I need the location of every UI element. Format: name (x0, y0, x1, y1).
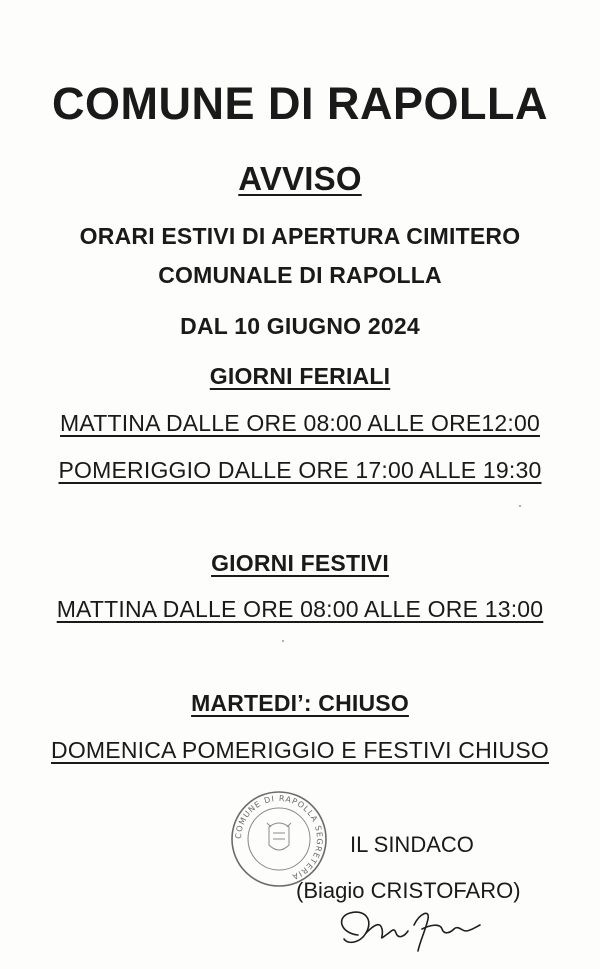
holidays-heading (0, 550, 600, 577)
notice-heading (0, 160, 600, 198)
weekdays-afternoon-text: POMERIGGIO DALLE ORE 17:00 ALLE 19:30 (58, 457, 542, 483)
weekdays-heading (0, 363, 600, 390)
start-date: DAL 10 GIUGNO 2024 (180, 313, 420, 339)
notice-heading-text: AVVISO (238, 160, 362, 197)
mayor-role: IL SINDACO (350, 832, 474, 857)
scan-speck (519, 505, 521, 507)
weekdays-heading-text: GIORNI FERIALI (209, 363, 391, 389)
sunday-closure (0, 737, 600, 764)
page-title: COMUNE DI RAPOLLA (52, 78, 548, 129)
scan-speck (282, 640, 284, 642)
subtitle-line-2: COMUNALE DI RAPOLLA (158, 262, 442, 288)
holidays-morning-hours (0, 596, 600, 623)
svg-text:COMUNE DI RAPOLLA SEGRETERIA (234, 794, 324, 882)
sunday-closure-text: DOMENICA POMERIGGIO E FESTIVI CHIUSO (51, 737, 549, 763)
subtitle-line-1: ORARI ESTIVI DI APERTURA CIMITERO (79, 223, 521, 249)
stamp-text: COMUNE DI RAPOLLA SEGRETERIA (233, 793, 325, 882)
mayor-name: (Biagio CRISTOFARO) (296, 878, 521, 903)
weekdays-afternoon-hours (0, 457, 600, 484)
holidays-morning-text: MATTINA DALLE ORE 08:00 ALLE ORE 13:00 (56, 596, 544, 622)
tuesday-closure-text: MARTEDI’: CHIUSO (191, 690, 409, 716)
weekdays-morning-hours (0, 410, 600, 437)
handwritten-signature (330, 895, 500, 960)
official-stamp (229, 789, 329, 889)
tuesday-closure (0, 690, 600, 717)
weekdays-morning-text: MATTINA DALLE ORE 08:00 ALLE ORE12:00 (60, 410, 540, 436)
holidays-heading-text: GIORNI FESTIVI (211, 550, 389, 576)
